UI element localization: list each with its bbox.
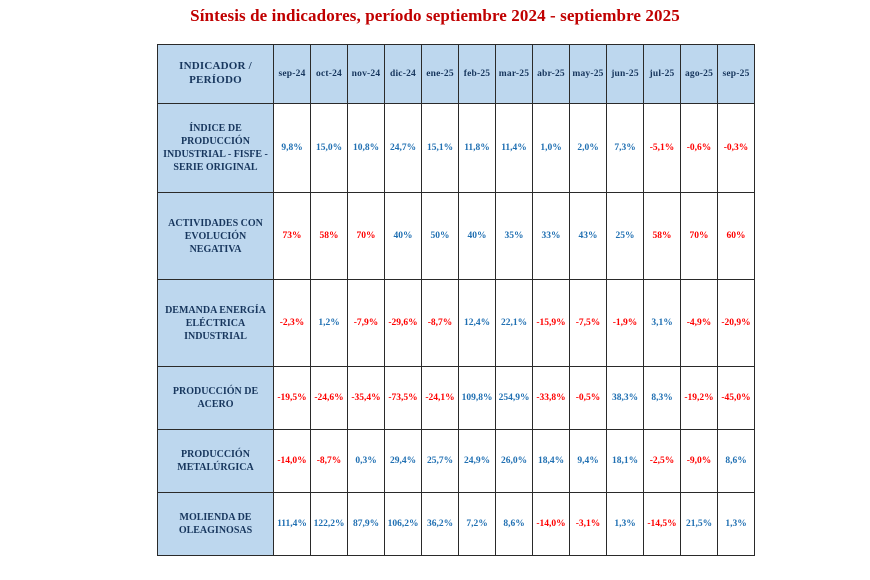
cell-value: 2,0% bbox=[570, 104, 607, 193]
table-row bbox=[158, 493, 755, 556]
cell-value: -20,9% bbox=[718, 280, 755, 367]
cell-value: 0,3% bbox=[348, 430, 385, 493]
column-header-may-25: may-25 bbox=[570, 45, 607, 104]
cell-value: 10,8% bbox=[348, 104, 385, 193]
cell-value: 15,0% bbox=[311, 104, 348, 193]
cell-value: 9,4% bbox=[570, 430, 607, 493]
column-header-dic-24: dic-24 bbox=[385, 45, 422, 104]
cell-value: 60% bbox=[718, 193, 755, 280]
cell-value: 21,5% bbox=[681, 493, 718, 556]
cell-value: 87,9% bbox=[348, 493, 385, 556]
row-label-produccion-acero: PRODUCCIÓN DE ACERO bbox=[158, 367, 274, 430]
cell-value: -9,0% bbox=[681, 430, 718, 493]
column-header-mar-25: mar-25 bbox=[496, 45, 533, 104]
cell-value: 9,8% bbox=[274, 104, 311, 193]
cell-value: 7,2% bbox=[459, 493, 496, 556]
cell-value: -24,6% bbox=[311, 367, 348, 430]
cell-value: 50% bbox=[422, 193, 459, 280]
cell-value: 40% bbox=[385, 193, 422, 280]
cell-value: 25% bbox=[607, 193, 644, 280]
cell-value: -15,9% bbox=[533, 280, 570, 367]
column-header-ago-25: ago-25 bbox=[681, 45, 718, 104]
column-header-ene-25: ene-25 bbox=[422, 45, 459, 104]
cell-value: -29,6% bbox=[385, 280, 422, 367]
cell-value: -33,8% bbox=[533, 367, 570, 430]
cell-value: -2,5% bbox=[644, 430, 681, 493]
cell-value: -1,9% bbox=[607, 280, 644, 367]
cell-value: 35% bbox=[496, 193, 533, 280]
cell-value: -19,5% bbox=[274, 367, 311, 430]
table-row bbox=[158, 193, 755, 280]
cell-value: 33% bbox=[533, 193, 570, 280]
column-header-sep-25: sep-25 bbox=[718, 45, 755, 104]
cell-value: 1,3% bbox=[718, 493, 755, 556]
cell-value: -7,9% bbox=[348, 280, 385, 367]
table-row bbox=[158, 367, 755, 430]
cell-value: 15,1% bbox=[422, 104, 459, 193]
column-header-jul-25: jul-25 bbox=[644, 45, 681, 104]
cell-value: -24,1% bbox=[422, 367, 459, 430]
column-header-feb-25: feb-25 bbox=[459, 45, 496, 104]
cell-value: 24,9% bbox=[459, 430, 496, 493]
cell-value: -14,0% bbox=[274, 430, 311, 493]
indicators-table bbox=[157, 44, 755, 556]
cell-value: -14,5% bbox=[644, 493, 681, 556]
table-body bbox=[158, 104, 755, 556]
cell-value: 18,1% bbox=[607, 430, 644, 493]
cell-value: -7,5% bbox=[570, 280, 607, 367]
row-label-demanda-energia-electrica: DEMANDA ENERGÍA ELÉCTRICA INDUSTRIAL bbox=[158, 280, 274, 367]
header-row bbox=[158, 45, 755, 104]
cell-value: -19,2% bbox=[681, 367, 718, 430]
cell-value: 18,4% bbox=[533, 430, 570, 493]
cell-value: 254,9% bbox=[496, 367, 533, 430]
cell-value: 122,2% bbox=[311, 493, 348, 556]
cell-value: -3,1% bbox=[570, 493, 607, 556]
cell-value: 1,0% bbox=[533, 104, 570, 193]
cell-value: 26,0% bbox=[496, 430, 533, 493]
cell-value: -0,5% bbox=[570, 367, 607, 430]
row-label-molienda-oleaginosas: MOLIENDA DE OLEAGINOSAS bbox=[158, 493, 274, 556]
cell-value: 58% bbox=[644, 193, 681, 280]
corner-header: INDICADOR / PERÍODO bbox=[158, 45, 274, 104]
cell-value: 1,3% bbox=[607, 493, 644, 556]
cell-value: -45,0% bbox=[718, 367, 755, 430]
cell-value: -0,3% bbox=[718, 104, 755, 193]
cell-value: 70% bbox=[681, 193, 718, 280]
cell-value: 1,2% bbox=[311, 280, 348, 367]
cell-value: 106,2% bbox=[385, 493, 422, 556]
cell-value: 43% bbox=[570, 193, 607, 280]
cell-value: 3,1% bbox=[644, 280, 681, 367]
column-header-nov-24: nov-24 bbox=[348, 45, 385, 104]
column-header-sep-24: sep-24 bbox=[274, 45, 311, 104]
row-label-produccion-metalurgica: PRODUCCIÓN METALÚRGICA bbox=[158, 430, 274, 493]
cell-value: 11,4% bbox=[496, 104, 533, 193]
cell-value: 58% bbox=[311, 193, 348, 280]
cell-value: 22,1% bbox=[496, 280, 533, 367]
cell-value: -8,7% bbox=[422, 280, 459, 367]
cell-value: 8,6% bbox=[718, 430, 755, 493]
table-row bbox=[158, 430, 755, 493]
cell-value: 36,2% bbox=[422, 493, 459, 556]
cell-value: 73% bbox=[274, 193, 311, 280]
cell-value: 12,4% bbox=[459, 280, 496, 367]
cell-value: 24,7% bbox=[385, 104, 422, 193]
cell-value: -73,5% bbox=[385, 367, 422, 430]
row-label-indice-produccion-industrial: ÍNDICE DE PRODUCCIÓN INDUSTRIAL - FISFE - SERIE ORIGINAL bbox=[158, 104, 274, 193]
page-title: Síntesis de indicadores, período septiembre 2024 - septiembre 2025 bbox=[190, 6, 680, 25]
cell-value: -2,3% bbox=[274, 280, 311, 367]
cell-value: 111,4% bbox=[274, 493, 311, 556]
cell-value: -5,1% bbox=[644, 104, 681, 193]
cell-value: 8,6% bbox=[496, 493, 533, 556]
row-label-actividades-evolucion-negativa: ACTIVIDADES CON EVOLUCIÓN NEGATIVA bbox=[158, 193, 274, 280]
cell-value: 7,3% bbox=[607, 104, 644, 193]
cell-value: 11,8% bbox=[459, 104, 496, 193]
cell-value: -14,0% bbox=[533, 493, 570, 556]
cell-value: 109,8% bbox=[459, 367, 496, 430]
column-header-abr-25: abr-25 bbox=[533, 45, 570, 104]
table-row bbox=[158, 280, 755, 367]
column-header-jun-25: jun-25 bbox=[607, 45, 644, 104]
column-header-oct-24: oct-24 bbox=[311, 45, 348, 104]
cell-value: 70% bbox=[348, 193, 385, 280]
indicators-table-container bbox=[157, 44, 751, 556]
cell-value: 40% bbox=[459, 193, 496, 280]
table-header bbox=[158, 45, 755, 104]
cell-value: 8,3% bbox=[644, 367, 681, 430]
table-row bbox=[158, 104, 755, 193]
cell-value: 29,4% bbox=[385, 430, 422, 493]
cell-value: -4,9% bbox=[681, 280, 718, 367]
cell-value: 38,3% bbox=[607, 367, 644, 430]
cell-value: -35,4% bbox=[348, 367, 385, 430]
cell-value: 25,7% bbox=[422, 430, 459, 493]
cell-value: -8,7% bbox=[311, 430, 348, 493]
cell-value: -0,6% bbox=[681, 104, 718, 193]
